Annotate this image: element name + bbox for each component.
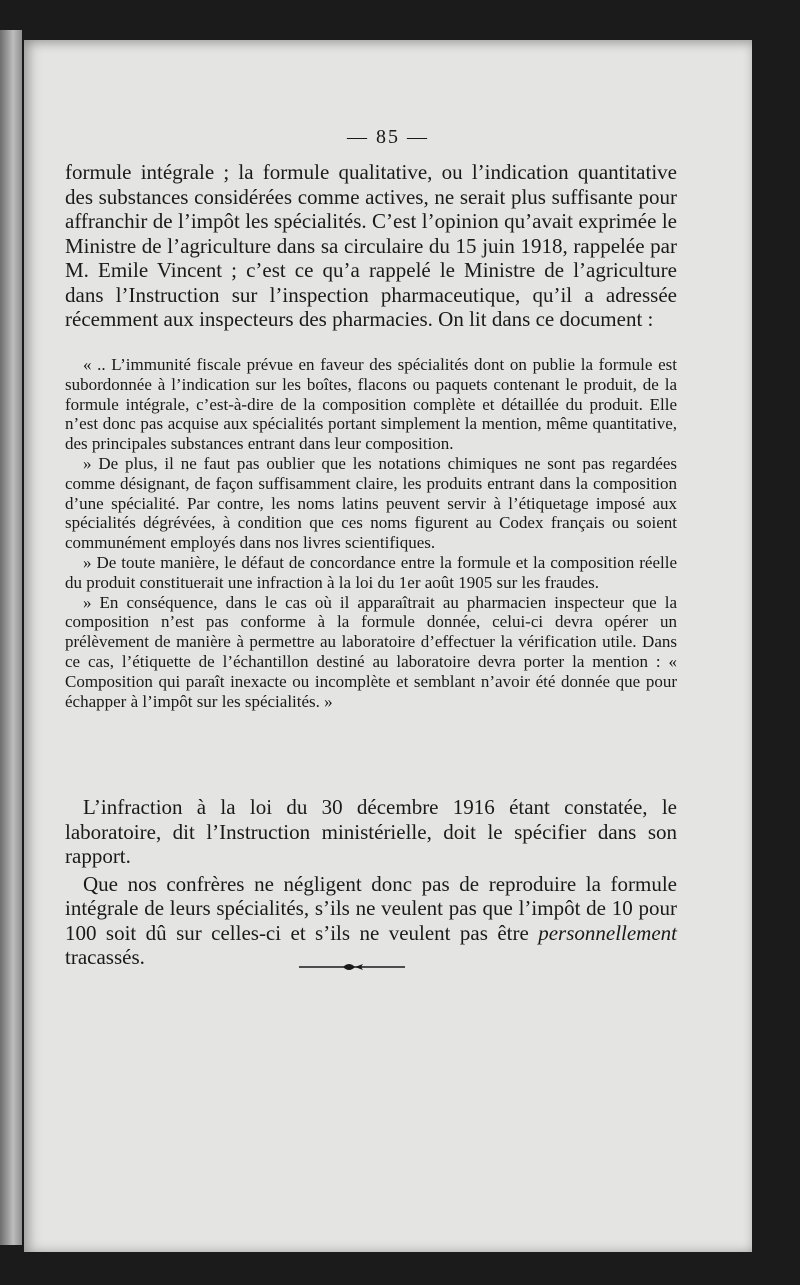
closing-paragraph-2 <box>65 872 677 970</box>
paragraph-text: formule intégrale ; la formule qualitative, ou l’indication quantitative des substances considérées comme actives, ne serait plus suffisante pour affranchir de l’impôt les spécialités. C’est l’opinion qu’avait exprimée le Ministre de l’agriculture dans sa circulaire du 15 juin 1918, rappelée par M. Emile Vincent ; c’est ce qu’a rappelé le Ministre de l’agriculture dans l’Instruction sur l’inspection pharmaceutique, qu’il a adressée récemment aux inspecteurs des pharmacies. On lit dans ce document : <box>65 160 677 331</box>
quote-paragraph-3: » De toute manière, le défaut de concordance entre la formule et la composition réelle du produit constituerait une infraction à la loi du 1er août 1905 sur les fraudes. <box>65 552 677 592</box>
page-number: — 85 — <box>347 126 429 148</box>
main-paragraph <box>65 160 677 332</box>
quote-paragraph-2: » De plus, il ne faut pas oublier que les notations chimiques ne sont pas regardées comme désignant, de façon suffisamment claire, les produits entrant dans la composition d’une spécialité. Par contre, les noms latins peuvent servir à l’étiquetage imposé aux spécialités dégrévées, à condition que ces noms figurent au Codex français ou soient communément employés dans nos livres scientifiques. <box>65 453 677 553</box>
ornament-divider-icon <box>299 960 405 974</box>
adjacent-page-edge <box>0 30 22 1245</box>
quoted-instruction <box>65 355 677 711</box>
quote-paragraph-1: « .. L’immunité fiscale prévue en faveur des spécialités dont on publie la formule est subordonnée à l’indication sur les boîtes, flacons ou paquets contenant le produit, de la formule intégrale, c’est-à-dire de la composition complète et détaillée du produit. Elle n’est donc pas acquise aux spécialités portant simplement la mention, même quantitative, des principales substances entrant dans leur composition. <box>65 355 677 454</box>
book-page <box>24 40 752 1252</box>
closing-tail: tracassés. <box>65 945 145 969</box>
quote-paragraph-4: » En conséquence, dans le cas où il apparaîtrait au pharmacien inspecteur que la composition n’est pas conforme à la formule donnée, celui-ci devra opérer un prélèvement de manière à permettre au laboratoire d’effectuer la vérification utile. Dans ce cas, l’étiquette de l’échantillon destiné au laboratoire devra porter la mention : « Composition qui paraît inexacte ou incomplète et semblant n’avoir été donnée que pour échapper à l’impôt sur les spécialités. » <box>65 592 677 711</box>
closing-emphasis: personnellement <box>538 920 677 945</box>
closing-paragraph-1: L’infraction à la loi du 30 décembre 1916 étant constatée, le laboratoire, dit l’Instruction ministérielle, doit le spécifier dans son rapport. <box>65 795 677 868</box>
closing-paragraph-2-text: Que nos confrères ne négligent donc pas de reproduire la formule intégrale de leurs spécialités, s’ils ne veulent pas que l’impôt de 10 pour 100 soit dû sur celles-ci et s’ils ne veulent pas être <box>65 871 677 945</box>
closing-section <box>65 795 677 970</box>
